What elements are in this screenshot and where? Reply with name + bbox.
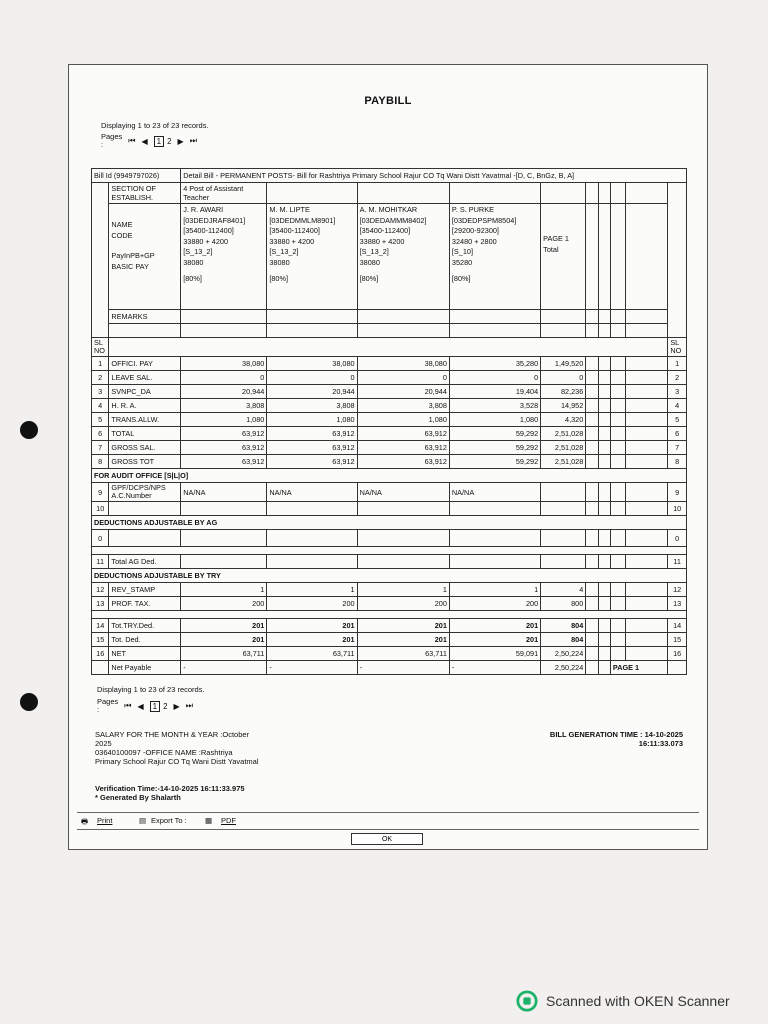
try-header-row: DEDUCTIONS ADJUSTABLE BY TRY [92, 569, 687, 583]
audit-header-row: FOR AUDIT OFFICE [S|L|O] [92, 469, 687, 483]
bill-header-row [92, 169, 687, 183]
table-row: 3 SVNPC_DA 20,944 20,944 20,944 19,404 82,236 3 [92, 385, 687, 399]
action-bar [77, 812, 699, 830]
punch-hole [20, 421, 38, 439]
employee-2: M. M. LIPTE [03DEDMMLM8901] [35400-112400] 33880 + 4200 [S_13_2] 38080 [80%] [267, 204, 357, 310]
table-row: 16 NET 63,711 63,711 63,711 59,091 2,50,224 16 [92, 647, 687, 661]
table-row: 7 GROSS SAL. 63,912 63,912 63,912 59,292 2,51,028 7 [92, 441, 687, 455]
employee-1: J. R. AWARI [03DEDJRAF8401] [35400-112400] 33880 + 4200 [S_13_2] 38080 [80%] [181, 204, 267, 310]
table-row: 14 Tot.TRY.Ded. 201 201 201 201 804 14 [92, 619, 687, 633]
section-value: 4 Post of Assistant Teacher [181, 183, 267, 204]
section-row [92, 183, 687, 204]
page-2-link[interactable]: 2 [163, 701, 168, 711]
next-page-icon[interactable]: ▶ [173, 701, 180, 711]
employee-labels: NAME CODE PayInPB+GP BASIC PAY [109, 204, 181, 310]
paybill-sheet [68, 64, 708, 850]
table-row: 1 OFFICI. PAY 38,080 38,080 38,080 35,280 1,49,520 1 [92, 357, 687, 371]
print-icon[interactable]: 🖶 [81, 817, 89, 826]
table-row: 0 0 [92, 530, 687, 547]
table-row [92, 611, 687, 619]
bill-detail: Detail Bill - PERMANENT POSTS- Bill for Rashtriya Primary School Rajur CO Tq Wani Distt Yavatmal -[D, C, BnGz, B, A] [181, 169, 687, 183]
table-row: 4 H. R. A. 3,808 3,808 3,808 3,528 14,952 4 [92, 399, 687, 413]
records-info-top: Displaying 1 to 23 of 23 records. [101, 121, 209, 130]
pages-label-bottom: Pages : [97, 697, 119, 714]
employee-3: A. M. MOHITKAR [03DEDAMMM8402] [35400-112400] 33880 + 4200 [S_13_2] 38080 [80%] [357, 204, 449, 310]
paybill-table [91, 168, 687, 675]
punch-hole [20, 693, 38, 711]
pdf-icon[interactable]: ▦ [205, 816, 213, 825]
records-info-bottom: Displaying 1 to 23 of 23 records. [97, 685, 205, 694]
remarks-row [92, 310, 687, 324]
pages-label: Pages : [101, 132, 123, 149]
prev-page-icon[interactable]: ◀ [141, 136, 148, 146]
prev-page-icon[interactable]: ◀ [137, 701, 144, 711]
first-page-icon[interactable]: ⏮ [128, 136, 136, 145]
first-page-icon[interactable]: ⏮ [124, 701, 132, 710]
net-payable-row: Net Payable - - - - 2,50,224 PAGE 1 [92, 661, 687, 675]
page-2-link[interactable]: 2 [167, 136, 172, 146]
sl-no-header-right: SL NO [668, 338, 687, 357]
table-row: 8 GROSS TOT 63,912 63,912 63,912 59,292 2,51,028 8 [92, 455, 687, 469]
table-row [92, 547, 687, 555]
table-row [92, 338, 687, 357]
gpf-row: 9 GPF/DCPS/NPS A.C.Number NA/NA NA/NA NA/NA NA/NA 9 [92, 483, 687, 502]
export-icon: ▤ [139, 816, 147, 825]
bill-id: Bill Id (9949797026) [92, 169, 181, 183]
employee-info-row [92, 204, 687, 310]
page-1-link[interactable]: 1 2 [150, 701, 168, 712]
watermark-text: Scanned with OKEN Scanner [546, 993, 730, 1009]
table-row: 6 TOTAL 63,912 63,912 63,912 59,292 2,51,028 6 [92, 427, 687, 441]
table-row: 5 TRANS.ALLW. 1,080 1,080 1,080 1,080 4,320 5 [92, 413, 687, 427]
table-row: 12 REV_STAMP 1 1 1 1 4 12 [92, 583, 687, 597]
last-page-icon[interactable]: ⏭ [189, 136, 197, 145]
employee-4: P. S. PURKE [03DEDPSPM8504] [29200-92300] 32480 + 2800 [S_10] 35280 [80%] [449, 204, 540, 310]
table-row: 15 Tot. Ded. 201 201 201 201 804 15 [92, 633, 687, 647]
verification-info: Verification Time:-14-10-2025 16:11:33.975 * Generated By Shalarth [95, 784, 245, 802]
scanner-watermark [516, 990, 730, 1012]
bill-generation-time: BILL GENERATION TIME : 14-10-2025 16:11:33.073 [549, 730, 683, 748]
remarks-label: REMARKS [109, 310, 181, 324]
pager-top [101, 133, 197, 149]
next-page-icon[interactable]: ▶ [177, 136, 184, 146]
last-page-icon[interactable]: ⏭ [185, 701, 193, 710]
salary-info: SALARY FOR THE MONTH & YEAR :October 2025 03640100097 -OFFICE NAME :Rashtriya Primary School Rajur CO Tq Wani Distt Yavatmal [95, 730, 259, 766]
table-row: 13 PROF. TAX. 200 200 200 200 800 13 [92, 597, 687, 611]
page-1-link[interactable]: 1 2 [154, 136, 172, 147]
ag-header-row: DEDUCTIONS ADJUSTABLE BY AG [92, 516, 687, 530]
table-row: 2 LEAVE SAL. 0 0 0 0 0 2 [92, 371, 687, 385]
page-total-header: PAGE 1 Total [541, 204, 586, 310]
pdf-link[interactable]: PDF [221, 816, 236, 825]
section-label: SECTION OF ESTABLISH. [109, 183, 181, 204]
print-link[interactable]: Print [97, 816, 113, 825]
ok-button[interactable]: OK [351, 833, 423, 845]
page-title: PAYBILL [364, 95, 412, 107]
sl-no-header: SL NO [92, 338, 109, 357]
export-label: Export To : [151, 816, 187, 825]
scanner-logo-icon [516, 990, 538, 1012]
total-ag-row: 11 Total AG Ded. 11 [92, 555, 687, 569]
table-row: 10 10 [92, 502, 687, 516]
pager-bottom [97, 698, 193, 714]
